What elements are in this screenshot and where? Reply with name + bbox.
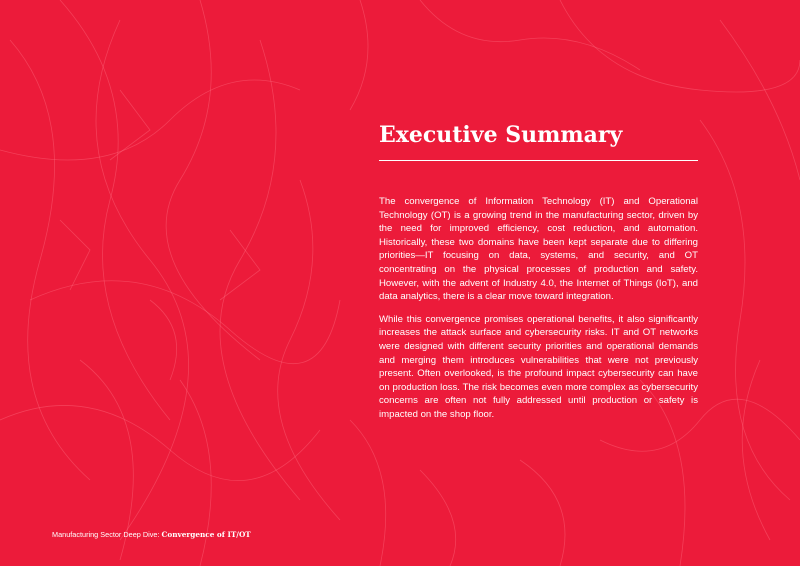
executive-summary-section xyxy=(379,120,698,431)
footer-prefix: Manufacturing Sector Deep Dive: xyxy=(52,530,162,539)
summary-paragraph: The convergence of Information Technology (IT) and Operational Technology (OT) is a growing trend in the manufacturing sector, driven by the need for improved efficiency, cost reduction, and automation. Historically, these two domains have been kept separate due to differing priorities—IT focusing on data, systems, and security, and OT concentrating on the physical processes of production and safety. However, with the advent of Industry 4.0, the Internet of Things (IoT), and data analytics, there is a clear move toward integration. xyxy=(379,196,698,303)
page-footer xyxy=(52,530,251,540)
section-title: Executive Summary xyxy=(379,122,623,148)
title-divider xyxy=(379,160,698,161)
summary-body xyxy=(379,195,698,422)
footer-emphasis: Convergence of IT/OT xyxy=(161,530,251,539)
summary-paragraph: While this convergence promises operational benefits, it also significantly increases the attack surface and cybersecurity risks. IT and OT networks were designed with different security priorities and operational demands and merging them introduces vulnerabilities that were not previously present. Often overlooked, is the profound impact cybersecurity can have on production loss. The risk becomes even more complex as cybersecurity concerns are often not fully addressed until production or safety is impacted on the shop floor. xyxy=(379,313,698,420)
